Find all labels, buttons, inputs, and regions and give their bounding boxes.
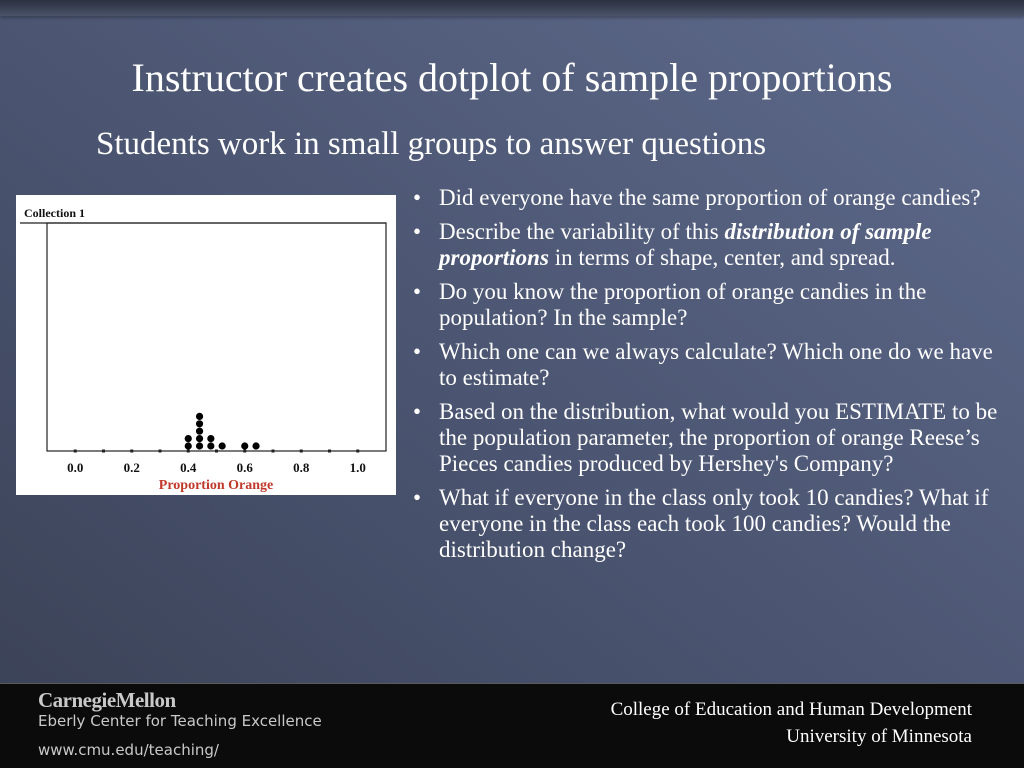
bullet-text-after: in terms of shape, center, and spread. [548,245,896,270]
data-point [252,442,259,449]
cmu-url-text: www.cmu.edu/teaching/ [38,741,219,759]
bullet-item [410,399,1010,477]
cmu-logo: CarnegieMellon [38,688,176,712]
x-tick-mark [102,450,105,453]
x-tick-mark [74,450,77,453]
bullet-text: Which one can we always calculate? Which one do we have to estimate? [439,339,993,390]
data-point [185,442,192,449]
bullet-text: Did everyone have the same proportion of orange candies? [439,185,981,210]
x-tick-label: 0.6 [236,460,253,475]
bullet-text: What if everyone in the class only took 10 candies? What if everyone in the class each took 100 candies? Would the distribution change? [439,485,989,562]
bullet-item [410,485,1010,563]
x-tick-label: 0.8 [293,460,310,475]
bullet-glyph: • [413,339,422,364]
x-tick-label: 0.0 [67,460,84,475]
bullet-item [410,185,1010,211]
slide-subtitle: Students work in small groups to answer questions [96,126,767,162]
college-name: College of Education and Human Development [610,699,972,720]
x-axis-label: Proportion Orange [158,478,274,493]
data-point [219,442,226,449]
x-tick-mark [328,450,331,453]
data-point [196,428,203,435]
x-tick-label: 0.4 [180,460,197,475]
bullet-text: Do you know the proportion of orange candies in the population? In the sample? [439,279,927,330]
bullet-item [410,279,1010,331]
bullet-item [410,219,1010,271]
x-tick-mark [130,450,133,453]
x-tick-label: 0.2 [123,460,140,475]
bullet-glyph: • [413,185,422,210]
dotplot-chart [16,195,396,495]
footer-bar [0,683,1024,768]
bullet-glyph: • [413,219,422,244]
data-point [241,442,248,449]
bullet-item [410,339,1010,391]
slide-title: Instructor creates dotplot of sample proportions [131,55,893,100]
plot-frame [47,223,386,451]
data-point [196,442,203,449]
university-name: University of Minnesota [786,726,972,747]
bullet-emphasis: distribution of sample proportions [439,219,932,270]
x-tick-mark [215,450,218,453]
data-point [196,413,203,420]
x-tick-label: 1.0 [349,460,366,475]
data-point [196,435,203,442]
top-border-bar [0,0,1024,16]
data-point [185,435,192,442]
x-tick-mark [300,450,303,453]
x-tick-mark [159,450,162,453]
x-tick-mark [272,450,275,453]
data-point [207,442,214,449]
x-tick-mark [243,450,246,453]
data-point [196,420,203,427]
chart-title: Collection 1 [24,206,85,220]
eberly-center-label: Eberly Center for Teaching Excellence [38,712,322,730]
bullet-text-before: Describe the variability of this [439,219,725,244]
dotplot-panel [16,195,396,495]
x-tick-mark [356,450,359,453]
college-credit [611,696,972,750]
bullet-glyph: • [413,485,422,510]
bullet-text: Based on the distribution, what would you ESTIMATE to be the population parameter, the proportion of orange Reese’s Pieces candies produced by Hershey's Company? [439,399,998,476]
data-point [207,435,214,442]
bullet-glyph: • [413,279,422,304]
question-list [410,185,1010,571]
x-tick-mark [187,450,190,453]
bullet-glyph: • [413,399,422,424]
